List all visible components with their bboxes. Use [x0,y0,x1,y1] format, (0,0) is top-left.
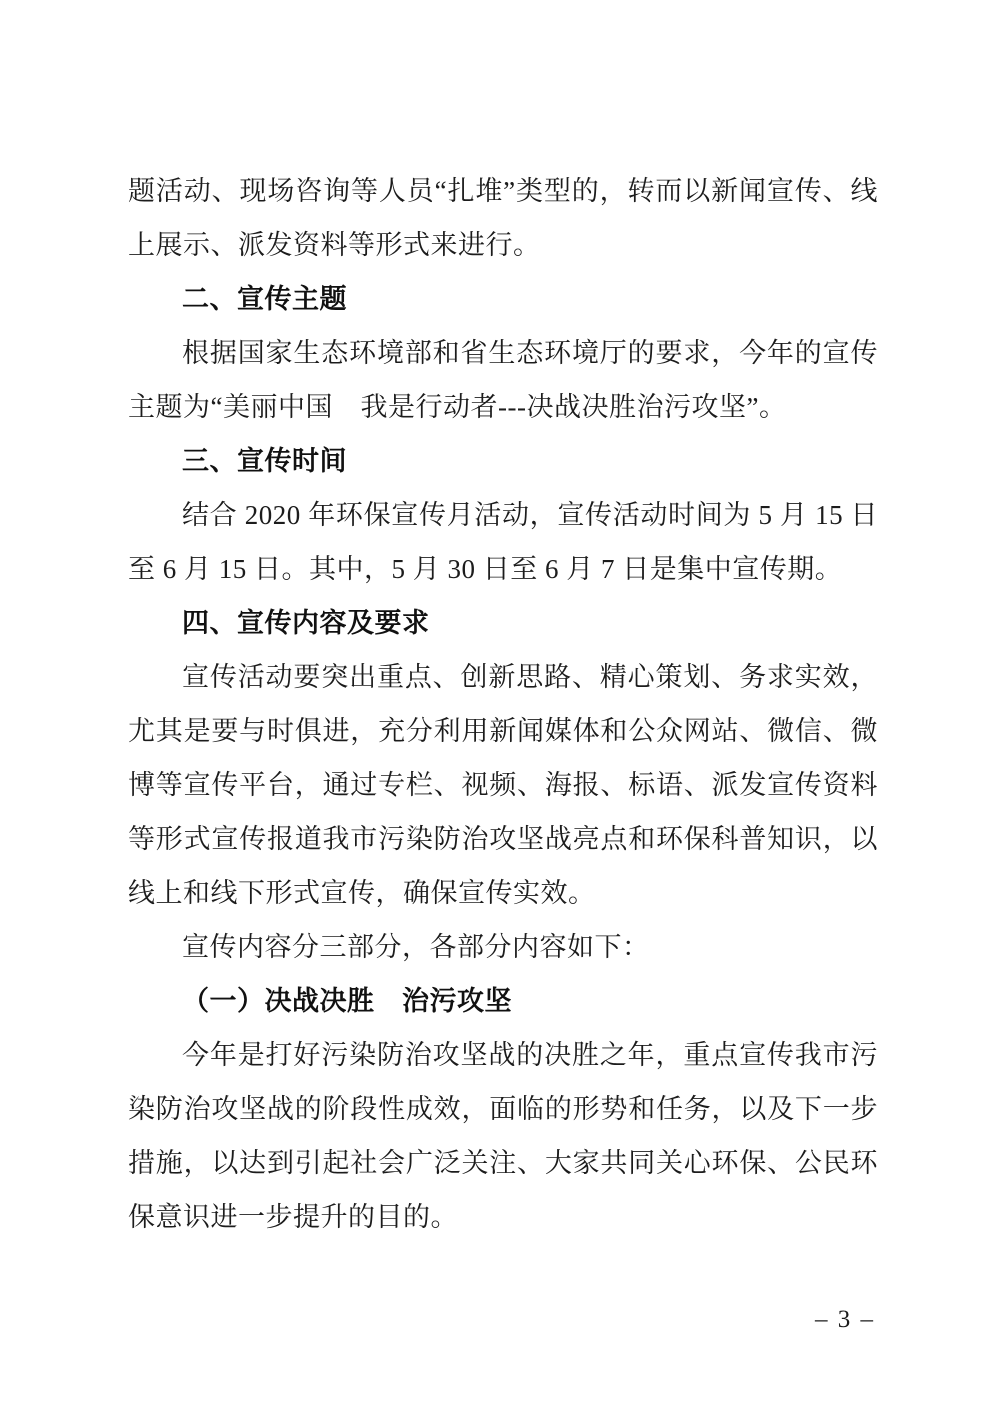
document-body [128,164,878,1244]
paragraph-requirements: 宣传活动要突出重点、创新思路、精心策划、务求实效，尤其是要与时俱进，充分利用新闻媒体和公众网站、微信、微博等宣传平台，通过专栏、视频、海报、标语、派发宣传资料等形式宣传报道我市污染防治攻坚战亮点和环保科普知识，以线上和线下形式宣传，确保宣传实效。 [128,662,878,908]
paragraph-time: 结合 2020 年环保宣传月活动，宣传活动时间为 5 月 15 日至 6 月 15 日。其中，5 月 30 日至 6 月 7 日是集中宣传期。 [128,500,878,584]
sub-heading-part-1: （一）决战决胜 治污攻坚 [182,986,512,1016]
section-heading-4: 四、宣传内容及要求 [182,608,430,638]
paragraph-continuation: 题活动、现场咨询等人员“扎堆”类型的，转而以新闻宣传、线上展示、派发资料等形式来进行。 [128,176,878,260]
page-number: – 3 – [815,1306,875,1333]
paragraph-theme: 根据国家生态环境部和省生态环境厅的要求，今年的宣传主题为“美丽中国 我是行动者---决战决胜治污攻坚”。 [128,338,878,422]
paragraph-part-1-content: 今年是打好污染防治攻坚战的决胜之年，重点宣传我市污染防治攻坚战的阶段性成效，面临的形势和任务，以及下一步措施，以达到引起社会广泛关注、大家共同关心环保、公民环保意识进一步提升的目的。 [128,1040,878,1232]
paragraph-three-parts: 宣传内容分三部分，各部分内容如下： [182,932,650,962]
section-heading-2: 二、宣传主题 [182,284,347,314]
section-heading-3: 三、宣传时间 [182,446,347,476]
